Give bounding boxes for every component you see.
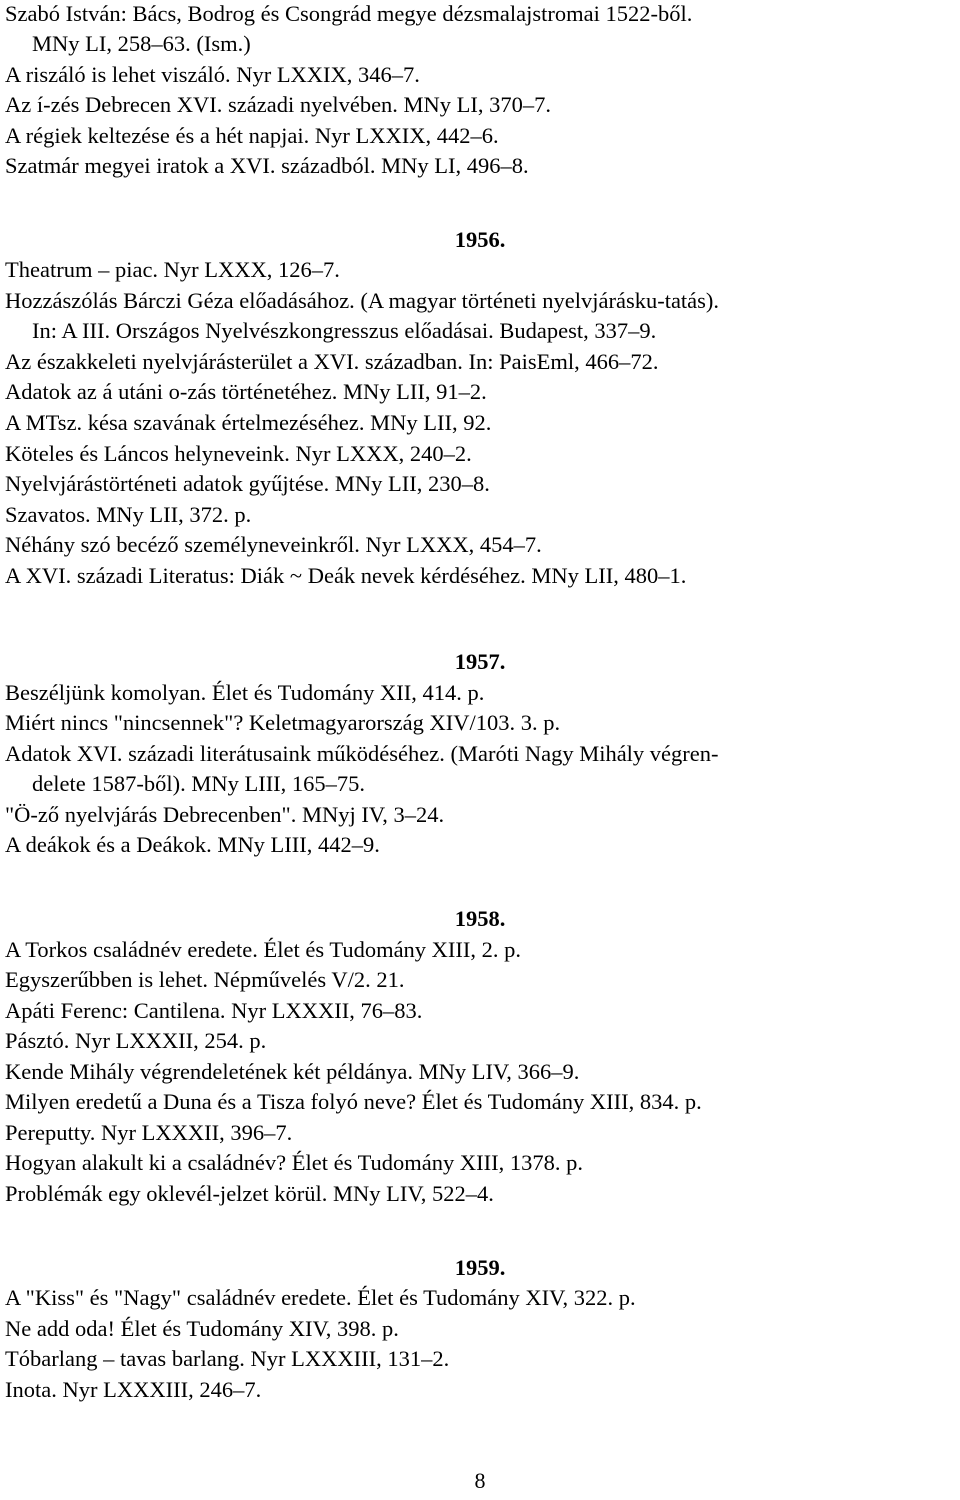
entry-line: Az í-zés Debrecen XVI. századi nyelvében. MNy LI, 370–7. xyxy=(5,92,552,117)
entry-line-continuation: delete 1587-ből). MNy LIII, 165–75. xyxy=(32,771,366,796)
entry-line: Köteles és Láncos helyneveink. Nyr LXXX, 240–2. xyxy=(5,441,472,466)
year-heading-1958: 1958. xyxy=(454,906,506,931)
entry-line: Az északkeleti nyelvjárásterület a XVI. században. In: PaisEml, 466–72. xyxy=(5,349,659,374)
year-heading-1957: 1957. xyxy=(454,649,506,674)
entry-line: Pásztó. Nyr LXXXII, 254. p. xyxy=(5,1028,267,1053)
entry-line: Egyszerűbben is lehet. Népművelés V/2. 21. xyxy=(5,967,405,992)
entry-line: Milyen eredetű a Duna és a Tisza folyó neve? Élet és Tudomány XIII, 834. p. xyxy=(5,1089,702,1114)
entry-line: A "Kiss" és "Nagy" családnév eredete. Élet és Tudomány XIV, 322. p. xyxy=(5,1285,636,1310)
entry-line: Apáti Ferenc: Cantilena. Nyr LXXXII, 76–83. xyxy=(5,998,423,1023)
entry-line: Problémák egy oklevél-jelzet körül. MNy LIV, 522–4. xyxy=(5,1181,494,1206)
year-heading-1959: 1959. xyxy=(454,1255,506,1280)
entry-line: Theatrum – piac. Nyr LXXX, 126–7. xyxy=(5,257,340,282)
entry-line: "Ö-ző nyelvjárás Debrecenben". MNyj IV, 3–24. xyxy=(5,802,445,827)
entry-line: Szatmár megyei iratok a XVI. századból. MNy LI, 496–8. xyxy=(5,153,529,178)
entry-line: Adatok az á utáni o-zás történetéhez. MNy LII, 91–2. xyxy=(5,379,487,404)
entry-line: Szabó István: Bács, Bodrog és Csongrád megye dézsmalajstromai 1522-ből. xyxy=(5,1,693,26)
page-number: 8 xyxy=(474,1468,486,1493)
entry-line: Szavatos. MNy LII, 372. p. xyxy=(5,502,252,527)
entry-line: A Torkos családnév eredete. Élet és Tudomány XIII, 2. p. xyxy=(5,937,522,962)
entry-line: A régiek keltezése és a hét napjai. Nyr LXXIX, 442–6. xyxy=(5,123,499,148)
entry-line-continuation: MNy LI, 258–63. (Ism.) xyxy=(32,31,251,56)
year-heading-1956: 1956. xyxy=(454,227,506,252)
entry-line: Néhány szó becéző személyneveinkről. Nyr LXXX, 454–7. xyxy=(5,532,542,557)
entry-line: Beszéljünk komolyan. Élet és Tudomány XII, 414. p. xyxy=(5,680,485,705)
entry-line: A MTsz. késa szavának értelmezéséhez. MNy LII, 92. xyxy=(5,410,492,435)
entry-line: Hozzászólás Bárczi Géza előadásához. (A magyar történeti nyelvjárásku-tatás). xyxy=(5,288,720,313)
entry-line: Hogyan alakult ki a családnév? Élet és Tudomány XIII, 1378. p. xyxy=(5,1150,584,1175)
entry-line: A riszáló is lehet viszáló. Nyr LXXIX, 346–7. xyxy=(5,62,420,87)
entry-line: Inota. Nyr LXXXIII, 246–7. xyxy=(5,1377,262,1402)
entry-line: A deákok és a Deákok. MNy LIII, 442–9. xyxy=(5,832,380,857)
entry-line: A XVI. századi Literatus: Diák ~ Deák nevek kérdéséhez. MNy LII, 480–1. xyxy=(5,563,687,588)
entry-line: Nyelvjárástörténeti adatok gyűjtése. MNy LII, 230–8. xyxy=(5,471,490,496)
entry-line: Miért nincs "nincsennek"? Keletmagyarország XIV/103. 3. p. xyxy=(5,710,561,735)
entry-line: Ne add oda! Élet és Tudomány XIV, 398. p. xyxy=(5,1316,399,1341)
entry-line: Kende Mihály végrendeletének két példánya. MNy LIV, 366–9. xyxy=(5,1059,580,1084)
entry-line: Adatok XVI. századi literátusaink működéséhez. (Maróti Nagy Mihály végren- xyxy=(5,741,719,766)
entry-line-continuation: In: A III. Országos Nyelvészkongresszus előadásai. Budapest, 337–9. xyxy=(32,318,657,343)
entry-line: Pereputty. Nyr LXXXII, 396–7. xyxy=(5,1120,293,1145)
entry-line: Tóbarlang – tavas barlang. Nyr LXXXIII, 131–2. xyxy=(5,1346,450,1371)
